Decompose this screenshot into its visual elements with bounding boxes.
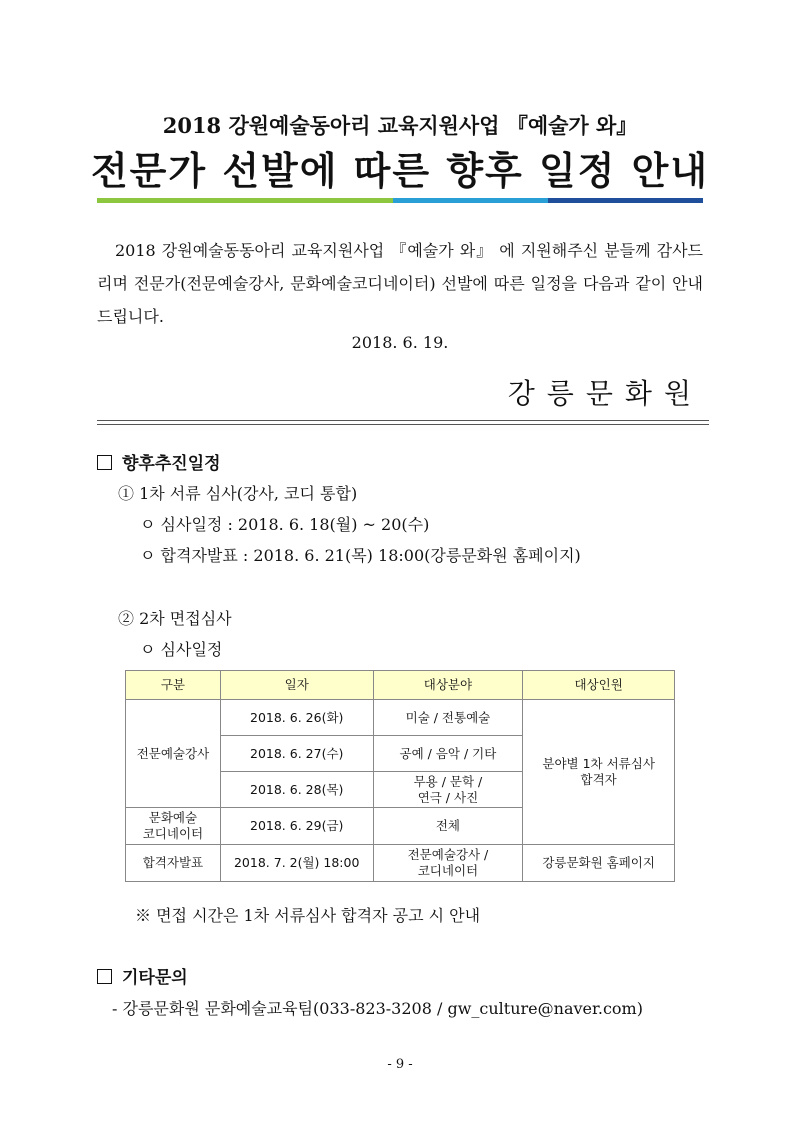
notice-date: 2018. 6. 19. bbox=[351, 333, 449, 352]
round1-label: ① 1차 서류 심사(강사, 코디 통합) bbox=[118, 484, 358, 503]
group-line: 코디네이터 bbox=[142, 826, 204, 841]
table-row bbox=[126, 700, 675, 736]
divider-bottom bbox=[97, 424, 709, 425]
contact-line: - 강릉문화원 문화예술교육팀(033-823-3208 / gw_culture@naver.com) bbox=[112, 999, 643, 1018]
people-line: 분야별 1차 서류심사 bbox=[542, 756, 655, 771]
title-bar-lightblue bbox=[393, 198, 548, 203]
field-line: 무용 / 문학 / bbox=[413, 773, 483, 789]
round2-item-schedule: ㅇ 심사일정 bbox=[140, 640, 223, 659]
doc-title: 전문가 선발에 따른 향후 일정 안내 bbox=[90, 149, 710, 193]
field-line: 연극 / 사진 bbox=[417, 789, 479, 805]
doc-subtitle: 2018 강원예술동아리 교육지원사업 『예술가 와』 bbox=[162, 113, 638, 138]
round1-item-schedule: ㅇ 심사일정 : 2018. 6. 18(월) ~ 20(수) bbox=[140, 515, 430, 534]
table-header: 일자 bbox=[220, 671, 373, 700]
checkbox-square-icon bbox=[97, 969, 112, 984]
field-cell bbox=[373, 845, 523, 882]
title-bar-darkblue bbox=[548, 198, 703, 203]
section-schedule-heading bbox=[97, 449, 221, 474]
interview-time-note: ※ 면접 시간은 1차 서류심사 합격자 공고 시 안내 bbox=[135, 906, 481, 925]
final-label-cell: 합격자발표 bbox=[126, 845, 221, 882]
title-bar-green bbox=[97, 198, 393, 203]
field-cell: 전체 bbox=[373, 808, 523, 845]
field-line: 코디네이터 bbox=[417, 863, 479, 878]
people-cell: 강릉문화원 홈페이지 bbox=[523, 845, 675, 882]
date-cell: 2018. 6. 28(목) bbox=[220, 772, 373, 808]
field-cell: 미술 / 전통예술 bbox=[373, 700, 523, 736]
table-header: 대상분야 bbox=[373, 671, 523, 700]
table-header-row bbox=[126, 671, 675, 700]
section-schedule-label: 향후추진일정 bbox=[122, 454, 221, 474]
date-cell: 2018. 6. 29(금) bbox=[220, 808, 373, 845]
field-line: 전문예술강사 / bbox=[407, 847, 489, 862]
section-inquiry-label: 기타문의 bbox=[122, 968, 188, 988]
field-cell bbox=[373, 772, 523, 808]
section-inquiry-heading bbox=[97, 963, 188, 988]
round2-label: ② 2차 면접심사 bbox=[118, 609, 232, 628]
people-cell bbox=[523, 700, 675, 845]
interview-schedule-table bbox=[125, 670, 675, 882]
table-row bbox=[126, 845, 675, 882]
field-cell: 공예 / 음악 / 기타 bbox=[373, 736, 523, 772]
group-cell-art-instructor: 전문예술강사 bbox=[126, 700, 221, 808]
issuing-organization: 강릉문화원 bbox=[507, 377, 703, 410]
date-cell: 2018. 6. 27(수) bbox=[220, 736, 373, 772]
date-cell: 2018. 6. 26(화) bbox=[220, 700, 373, 736]
date-cell: 2018. 7. 2(월) 18:00 bbox=[220, 845, 373, 882]
group-cell-coordinator bbox=[126, 808, 221, 845]
group-line: 문화예술 bbox=[148, 810, 198, 825]
divider-top bbox=[97, 420, 709, 421]
table-header: 대상인원 bbox=[523, 671, 675, 700]
checkbox-square-icon bbox=[97, 455, 112, 470]
people-line: 합격자 bbox=[580, 772, 617, 787]
round1-item-announcement: ㅇ 합격자발표 : 2018. 6. 21(목) 18:00(강릉문화원 홈페이지) bbox=[140, 546, 581, 565]
page-number: - 9 - bbox=[387, 1057, 413, 1072]
intro-paragraph: 2018 강원예술동동아리 교육지원사업 『예술가 와』 에 지원해주신 분들께 감사드리며 전문가(전문예술강사, 문화예술코디네이터) 선발에 따른 일정을 다음과 같이 안내드립니다. bbox=[97, 241, 703, 326]
table-header: 구분 bbox=[126, 671, 221, 700]
